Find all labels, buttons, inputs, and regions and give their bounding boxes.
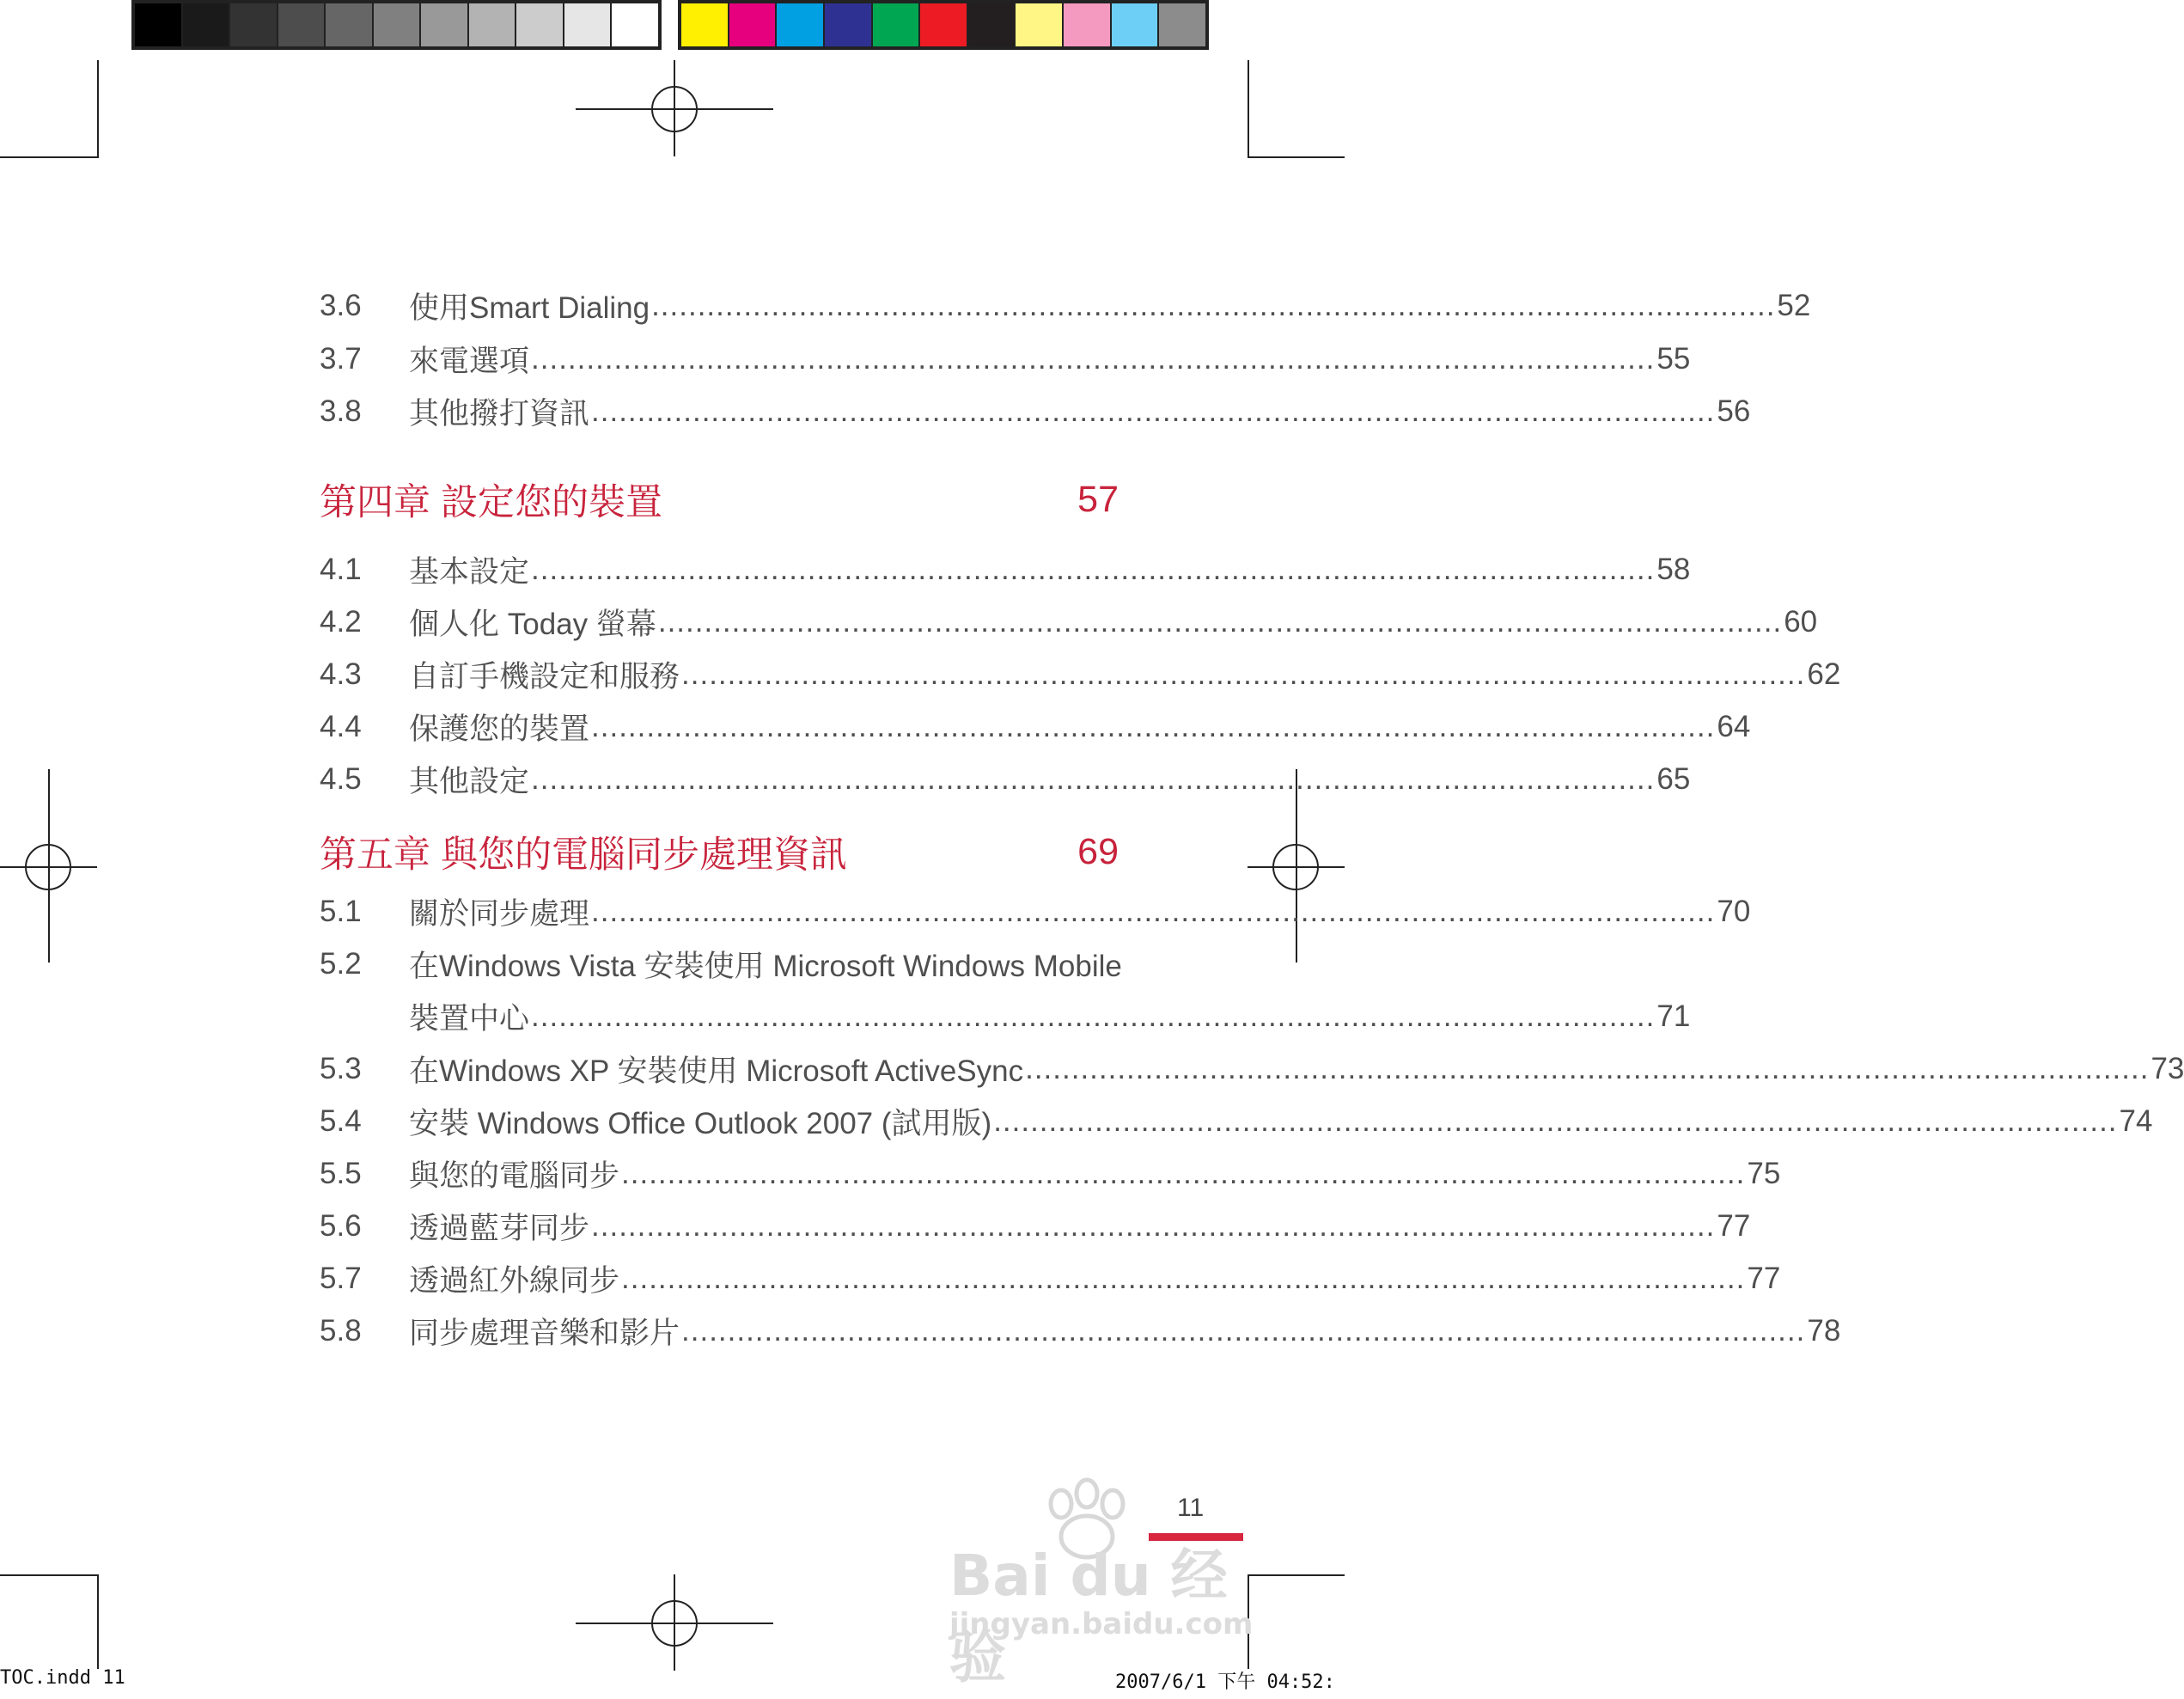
color-swatch	[968, 3, 1016, 46]
color-swatch	[278, 3, 326, 46]
crop-mark	[1248, 60, 1249, 157]
toc-entry[interactable]: 5.8 同步處理音樂和影片 .......................................................................................................................... 78	[320, 1314, 1841, 1350]
watermark-brand: Bai du 经验	[949, 1543, 1228, 1690]
toc-entry[interactable]: 5.4 安裝 Windows Office Outlook 2007 (試用版) .......................................................................................................................... 74	[320, 1104, 2153, 1140]
color-swatch	[135, 3, 183, 46]
toc-entry[interactable]: 3.7 來電選項 .......................................................................................................................... 55	[320, 342, 1691, 378]
toc-entry[interactable]: 4.3 自訂手機設定和服務 .......................................................................................................................... 62	[320, 657, 1841, 694]
crop-mark	[0, 1574, 99, 1576]
color-swatch	[612, 3, 658, 46]
crop-mark	[1248, 156, 1345, 158]
color-swatch	[1064, 3, 1112, 46]
slug-file-info: TOC.indd 11	[0, 1667, 125, 1689]
color-swatch	[564, 3, 613, 46]
color-swatch	[1112, 3, 1160, 46]
color-swatch	[873, 3, 921, 46]
color-swatch	[825, 3, 873, 46]
crop-mark	[97, 60, 99, 157]
color-swatch	[516, 3, 564, 46]
toc-entry-continuation[interactable]: 裝置中心 .......................................................................................................................... 71	[409, 999, 1691, 1036]
page-number: 11	[1177, 1494, 1205, 1522]
color-swatch	[183, 3, 231, 46]
color-swatch	[681, 3, 729, 46]
color-swatch	[230, 3, 278, 46]
toc-entry[interactable]: 3.6 使用Smart Dialing .......................................................................................................................... 52	[320, 289, 1811, 325]
toc-entry[interactable]: 5.1 關於同步處理 .......................................................................................................................... 70	[320, 895, 1751, 931]
slug-date-info: 2007/6/1 下午 04:52:	[1115, 1671, 1335, 1693]
grayscale-color-bar	[131, 0, 662, 50]
toc-entry[interactable]: 5.2 在Windows Vista 安裝使用 Microsoft Windows Mobile	[320, 947, 1122, 983]
crop-mark	[97, 1574, 99, 1669]
toc-entry[interactable]: 4.2 個人化 Today 螢幕 .......................................................................................................................... 60	[320, 605, 1818, 641]
color-swatch	[777, 3, 825, 46]
color-swatch	[729, 3, 778, 46]
color-swatch	[920, 3, 968, 46]
toc-entry[interactable]: 4.5 其他設定 .......................................................................................................................... 65	[320, 762, 1691, 798]
toc-entry[interactable]: 5.6 透過藍芽同步 .......................................................................................................................... 77	[320, 1209, 1751, 1245]
process-color-bar	[678, 0, 1209, 50]
color-swatch	[1159, 3, 1205, 46]
toc-entry[interactable]: 4.4 保護您的裝置 .......................................................................................................................... 64	[320, 710, 1751, 746]
toc-entry[interactable]: 4.1 基本設定 .......................................................................................................................... 58	[320, 553, 1691, 589]
color-swatch	[469, 3, 517, 46]
toc-entry[interactable]: 5.7 透過紅外線同步 .......................................................................................................................... 77	[320, 1262, 1781, 1298]
color-swatch	[421, 3, 469, 46]
color-swatch	[374, 3, 422, 46]
color-swatch	[1016, 3, 1064, 46]
toc-entry[interactable]: 5.5 與您的電腦同步 .......................................................................................................................... 75	[320, 1157, 1781, 1193]
crop-mark	[0, 156, 99, 158]
toc-entry[interactable]: 3.8 其他撥打資訊 .......................................................................................................................... 56	[320, 394, 1751, 431]
crop-mark	[1248, 1574, 1345, 1576]
color-swatch	[326, 3, 374, 46]
chapter-heading[interactable]: 第四章 設定您的裝置 57	[320, 478, 1119, 523]
toc-entry[interactable]: 5.3 在Windows XP 安裝使用 Microsoft ActiveSync .......................................................................................................................... 73	[320, 1052, 2184, 1088]
watermark-url: jingyan.baidu.com	[949, 1607, 1254, 1641]
chapter-heading[interactable]: 第五章 與您的電腦同步處理資訊 69	[320, 830, 1119, 876]
